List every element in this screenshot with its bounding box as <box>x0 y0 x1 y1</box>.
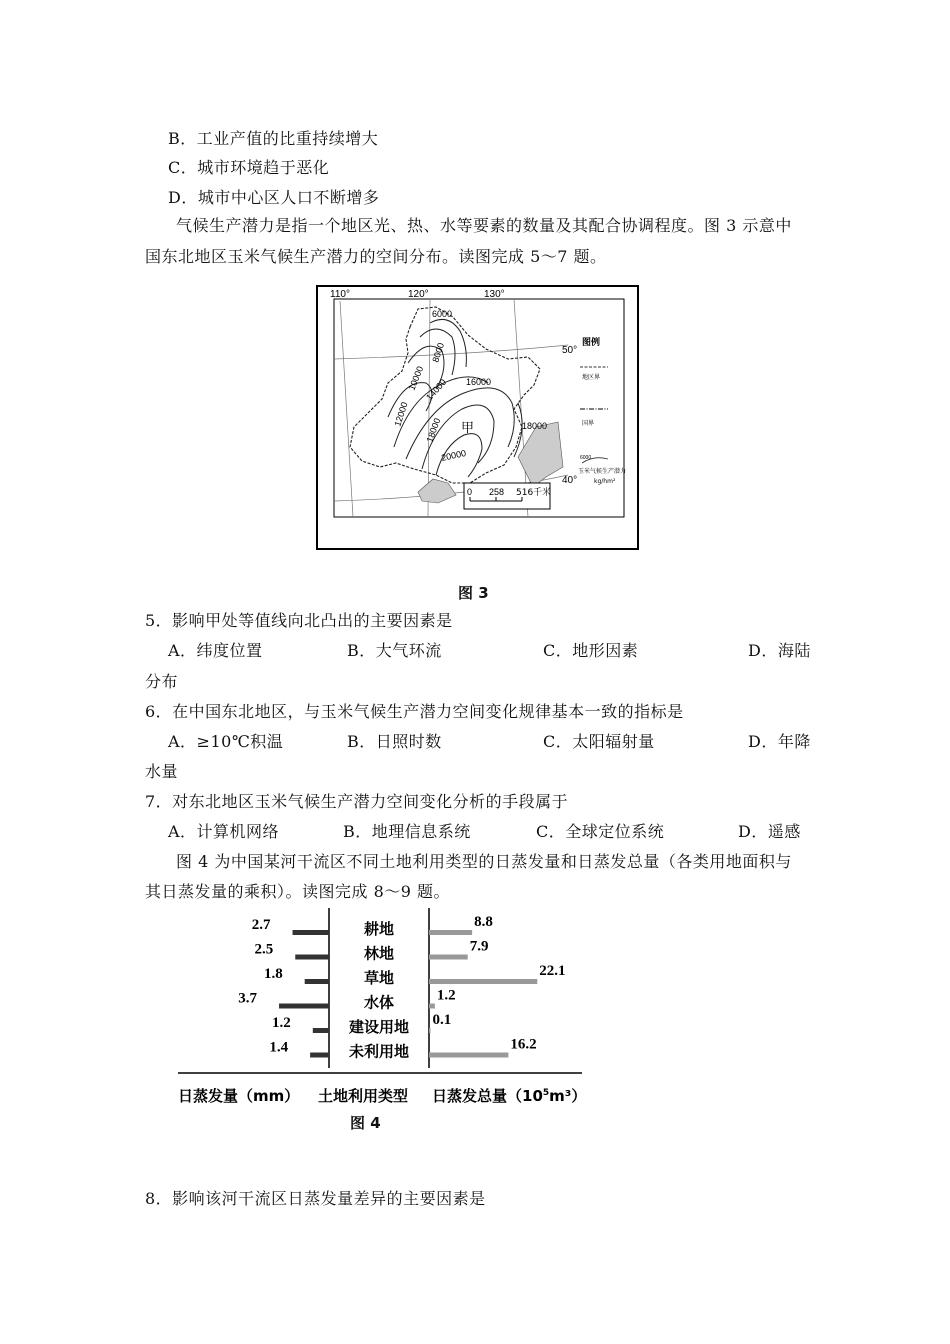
total-evaporation-bar <box>429 1028 431 1033</box>
evaporation-bar <box>305 979 329 984</box>
intro-5-7-line-2: 国东北地区玉米气候生产潜力的空间分布。读图完成 5～7 题。 <box>145 247 607 266</box>
evaporation-value-label: 2.7 <box>251 917 271 933</box>
total-evaporation-bar <box>429 930 472 935</box>
region-label-jia: 甲 <box>461 421 475 436</box>
q6-stem: 6．在中国东北地区，与玉米气候生产潜力空间变化规律基本一致的指标是 <box>145 702 684 721</box>
q7-stem: 7．对东北地区玉米气候生产潜力空间变化分析的手段属于 <box>145 792 569 811</box>
q5-option-a: A．纬度位置 <box>168 641 263 660</box>
q4-option-c: C．城市环境趋于恶化 <box>168 158 330 177</box>
total-evaporation-bar <box>429 955 468 960</box>
contour-label-20000: 20000 <box>440 447 467 463</box>
intro-5-7-line-1: 气候生产潜力是指一个地区光、热、水等要素的数量及其配合协调程度。图 3 示意中 <box>176 216 792 235</box>
contour-label-12000: 12000 <box>392 400 410 428</box>
total-evaporation-value-label: 0.1 <box>432 1012 452 1028</box>
lat-label-50: 50° <box>562 345 578 356</box>
evaporation-value-label: 3.7 <box>238 990 258 1007</box>
left-axis-label: 日蒸发量（mm） <box>178 1087 300 1105</box>
lat-label-40: 40° <box>562 475 578 486</box>
parallel-50 <box>334 345 568 359</box>
contour-label-18000-east: 18000 <box>522 421 548 431</box>
evaporation-bar <box>293 930 329 935</box>
q7-option-d: D．遥感 <box>738 822 801 841</box>
scale-label-258: 258 <box>489 487 505 497</box>
meridian-110 <box>340 301 353 517</box>
evaporation-value-label: 2.5 <box>254 941 274 958</box>
q4-option-b: B．工业产值的比重持续增大 <box>168 129 379 148</box>
total-evaporation-value-label: 22.1 <box>539 963 566 979</box>
q5-option-d-wrap: 分布 <box>145 672 179 691</box>
total-evaporation-value-label: 7.9 <box>469 938 489 955</box>
lon-label-130: 130° <box>484 289 505 300</box>
total-evaporation-value-label: 1.2 <box>436 987 456 1004</box>
q6-option-c: C．太阳辐射量 <box>543 732 655 751</box>
q5-option-d: D．海陆 <box>748 641 811 660</box>
q8-stem: 8．影响该河干流区日蒸发量差异的主要因素是 <box>145 1189 486 1208</box>
category-label: 耕地 <box>363 920 395 938</box>
contour-label-8000: 8000 <box>430 341 447 364</box>
legend-title: 图例 <box>582 338 601 348</box>
q7-option-b: B．地理信息系统 <box>343 822 471 841</box>
total-evaporation-value-label: 8.8 <box>474 914 493 930</box>
intro-8-9-line-1: 图 4 为中国某河干流区不同土地利用类型的日蒸发量和日蒸发总量（各类用地面积与 <box>176 852 792 871</box>
q5-option-c: C．地形因素 <box>543 641 639 660</box>
evaporation-bar <box>313 1028 329 1033</box>
category-label: 草地 <box>363 969 395 987</box>
legend-contour-sample-value: 6000 <box>580 455 592 461</box>
figure-4-caption: 图 4 <box>350 1114 381 1132</box>
figure-3-caption: 图 3 <box>458 584 489 602</box>
figure-4-chart <box>170 908 590 1108</box>
lon-label-110: 110° <box>330 289 350 300</box>
evaporation-bar <box>295 955 329 960</box>
evaporation-value-label: 1.8 <box>263 966 283 982</box>
q6-option-d: D．年降 <box>748 732 811 751</box>
category-label: 建设用地 <box>348 1018 410 1036</box>
contour-label-18000: 18000 <box>424 416 443 444</box>
evaporation-value-label: 1.4 <box>269 1039 289 1056</box>
q6-option-d-wrap: 水量 <box>145 762 179 781</box>
contour-label-10000: 10000 <box>406 364 426 392</box>
category-label: 林地 <box>363 944 395 963</box>
total-evaporation-value-label: 16.2 <box>510 1036 537 1053</box>
map-svg <box>318 287 637 548</box>
q6-option-b: B．日照时数 <box>347 732 442 751</box>
right-axis-label: 日蒸发总量$(10^5m^3)$ <box>432 1087 587 1105</box>
legend-national-border-label: 国界 <box>582 420 595 427</box>
contour-label-14000: 14000 <box>424 377 449 403</box>
q5-stem: 5．影响甲处等值线向北凸出的主要因素是 <box>145 611 453 630</box>
q7-option-c: C．全球定位系统 <box>536 822 665 841</box>
q4-option-d: D．城市中心区人口不断增多 <box>168 188 380 207</box>
total-evaporation-bar <box>429 1053 508 1058</box>
q5-option-b: B．大气环流 <box>347 641 442 660</box>
scale-label-0: 0 <box>467 487 473 497</box>
total-evaporation-bar <box>429 1004 435 1009</box>
scale-label-516: 516千米 <box>516 488 552 498</box>
middle-axis-label: 土地利用类型 <box>318 1087 409 1105</box>
evaporation-bar <box>279 1004 329 1009</box>
q6-option-a: A．≥10℃积温 <box>168 732 284 751</box>
figure-3-map <box>316 285 639 550</box>
evaporation-value-label: 1.2 <box>272 1015 291 1031</box>
category-label: 水体 <box>363 993 395 1012</box>
q7-option-a: A．计算机网络 <box>168 822 280 841</box>
contour-label-6000: 6000 <box>432 309 453 319</box>
lon-label-120: 120° <box>408 289 429 300</box>
legend-contour-label: 玉米气候生产潜力 <box>578 468 627 475</box>
contour-label-16000: 16000 <box>466 377 492 387</box>
legend-contour-unit: kg/hm² <box>594 478 616 485</box>
category-label: 未利用地 <box>348 1042 410 1061</box>
evaporation-bar <box>310 1053 329 1058</box>
total-evaporation-bar <box>429 979 537 984</box>
intro-8-9-line-2: 其日蒸发量的乘积）。读图完成 8～9 题。 <box>145 882 451 901</box>
legend-region-boundary-label: 地区界 <box>582 374 601 381</box>
